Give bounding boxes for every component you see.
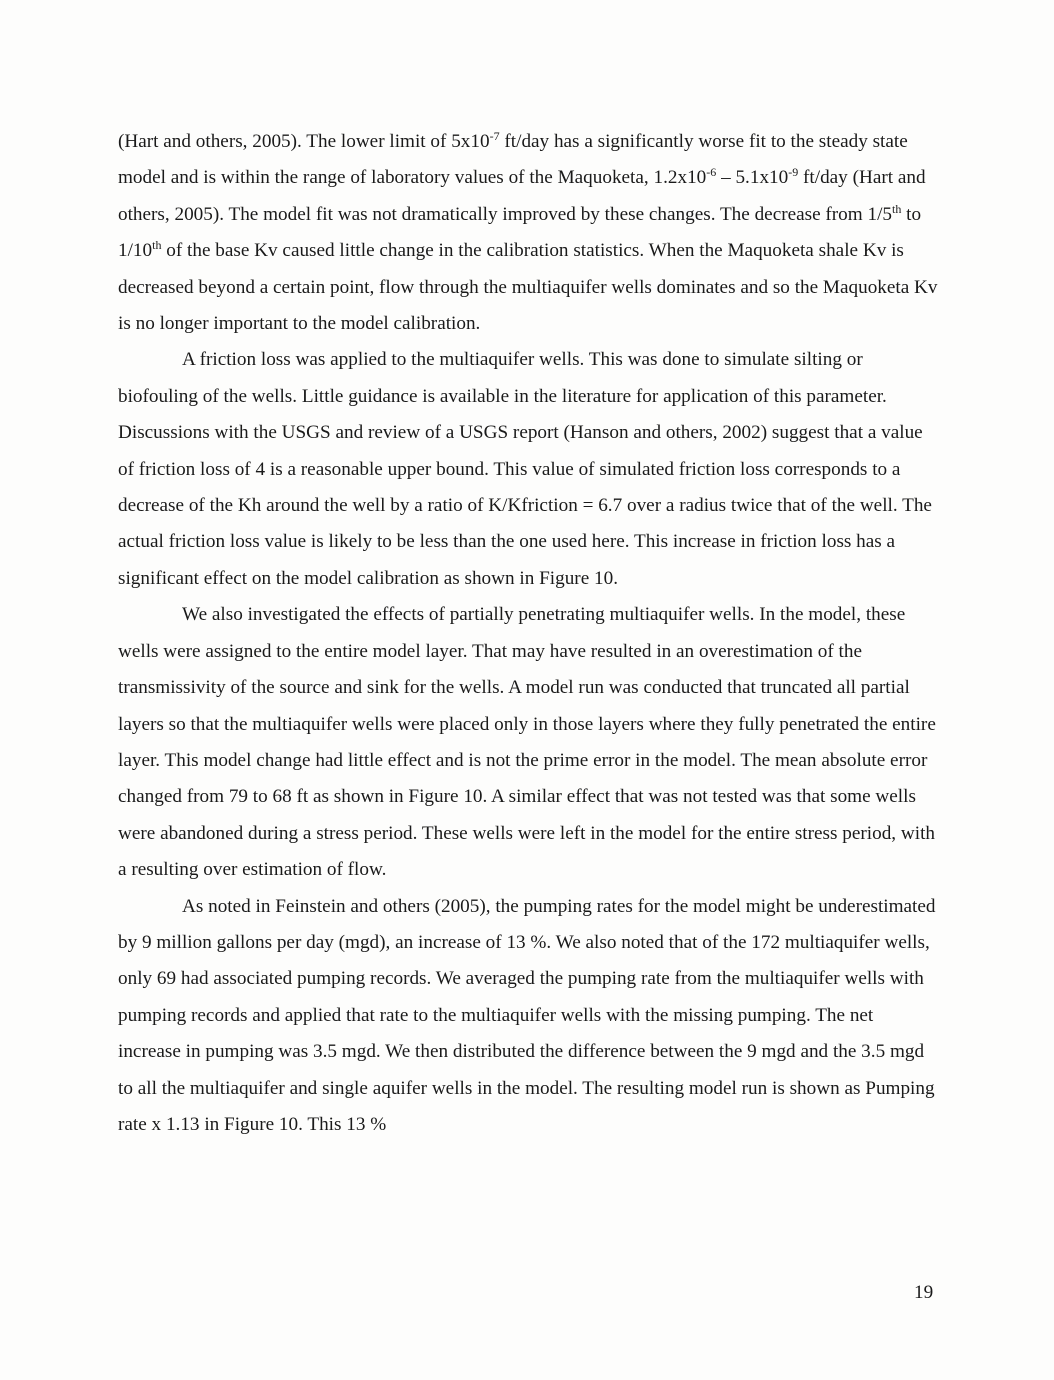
paragraph-1-text: to 1/10 — [118, 203, 922, 262]
paragraph-3: We also investigated the effects of partially penetrating multiaquifer wells. In the model, these wells were assigned to the entire model layer. That may have resulted in an overestimation of the transmissivity of the source and sink for the wells. A model run was conducted that truncated all partial layers so that the multiaquifer wells were placed only in those layers where they fully penetrated the entire layer. This model change had little effect and is not the prime error in the model. The mean absolute error changed from 79 to 68 ft as shown in Figure 10. A similar effect that was not tested was that some wells were abandoned during a stress period. These wells were left in the model for the entire stress period, with a resulting over estimation of flow. — [118, 604, 936, 881]
paragraph-1-text: (Hart and others, 2005). The lower limit of 5x10 — [118, 131, 490, 152]
body-text — [118, 124, 938, 1143]
page-number: 19 — [914, 1282, 934, 1303]
paragraph-4: As noted in Feinstein and others (2005), the pumping rates for the model might be underestimated by 9 million gallons per day (mgd), an increase of 13 %. We also noted that of the 172 multiaquifer wells, only 69 had associated pumping records. We averaged the pumping rate from the multiaquifer wells with pumping records and applied that rate to the multiaquifer wells with the missing pumping. The net increase in pumping was 3.5 mgd. We then distributed the difference between the 9 mgd and the 3.5 mgd to all the multiaquifer and single aquifer wells in the model. The resulting model run is shown as Pumping rate x 1.13 in Figure 10. This 13 % — [118, 895, 936, 1135]
superscript: th — [892, 201, 902, 216]
paragraph-1-text: ft/day (Hart and others, 2005). The model fit was not dramatically improved by these changes. The decrease from 1/5 — [118, 167, 926, 225]
superscript: -6 — [706, 165, 717, 180]
paragraph-1 — [118, 124, 938, 342]
superscript: -9 — [788, 165, 799, 180]
superscript: th — [152, 238, 162, 253]
paragraph-2: A friction loss was applied to the multiaquifer wells. This was done to simulate silting or biofouling of the wells. Little guidance is available in the literature for application of this parameter. Discussions with the USGS and review of a USGS report (Hanson and others, 2002) suggest that a value of friction loss of 4 is a reasonable upper bound. This value of simulated friction loss corresponds to a decrease of the Kh around the well by a ratio of K/Kfriction = 6.7 over a radius twice that of the well. The actual friction loss value is likely to be less than the one used here. This increase in friction loss has a significant effect on the model calibration as shown in Figure 10. — [118, 349, 932, 589]
superscript: -7 — [489, 129, 500, 143]
paragraph-1-text: of the base Kv caused little change in the calibration statistics. When the Maquoketa shale Kv is decreased beyond a certain point, flow through the multiaquifer wells dominates and so the Maquoketa Kv is no longer important to the model calibration. — [118, 240, 938, 335]
paragraph-1-text: – 5.1x10 — [716, 167, 789, 189]
paragraph-1-text: ft/day has a significantly worse fit to the steady state model and is within the range of laboratory values of the Maquoketa, 1.2x10 — [118, 131, 908, 189]
